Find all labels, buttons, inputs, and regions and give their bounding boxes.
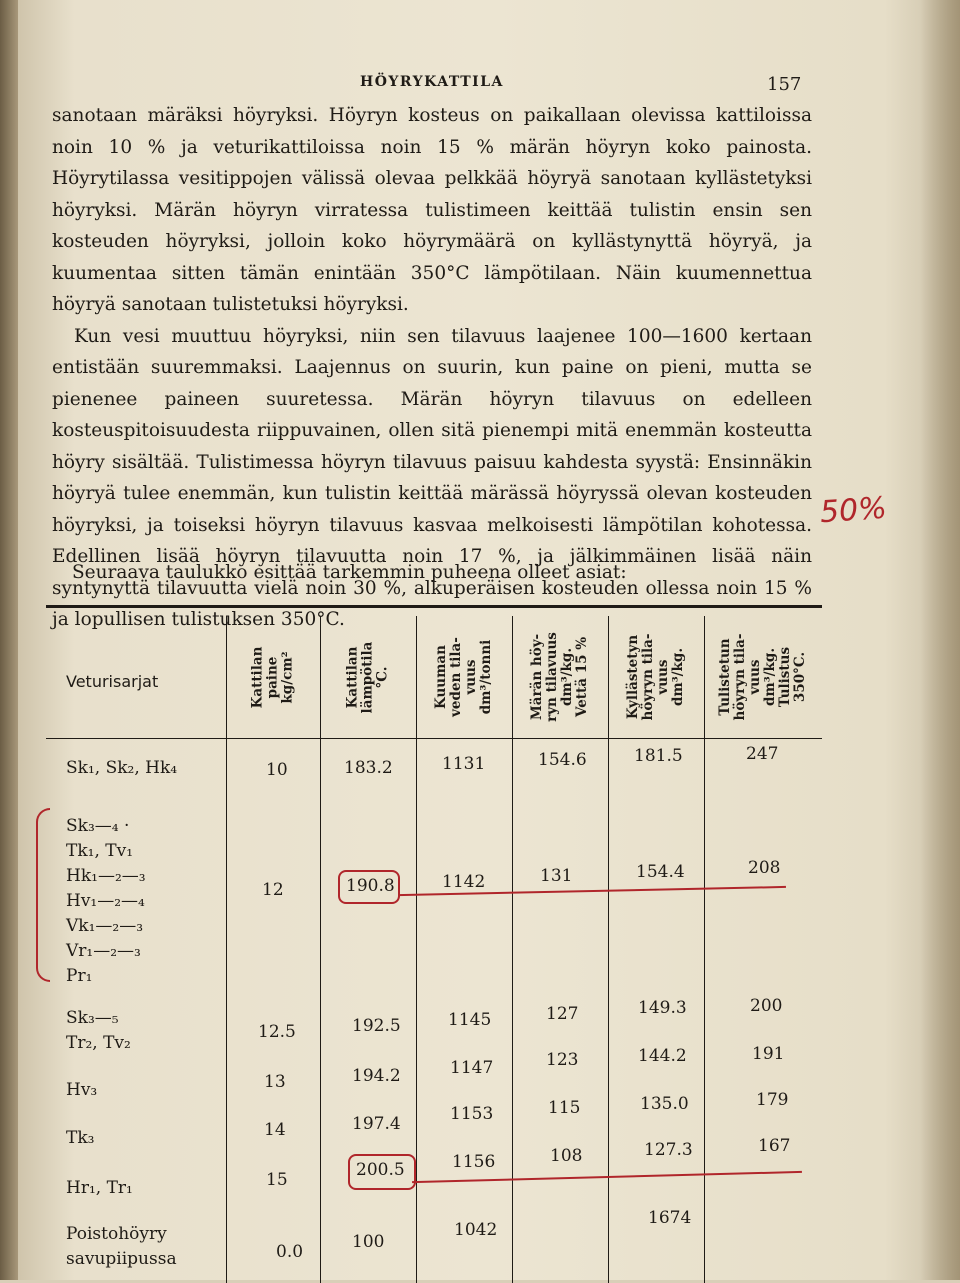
cell-paine: 10: [266, 760, 288, 780]
cell-tul: 247: [746, 744, 779, 764]
paragraph-2: Kun vesi muuttuu höyryksi, niin sen tilavuus laajenee 100—1600 kertaan entistään suuremmaksi. Laajennus on suurin, kun paine on pieni, mutta se pienenee paineen suuretessa. Märän höyryn tilavuus on edelleen kosteuspitoisuudesta riippuvainen, ollen sitä pienempi mitä enemmän kosteutta höyry sisältää. Tulistimessa höyryn tilavuus paisuu kahdesta syystä: Ensinnäkin höyryä tulee enemmän, kun tulistin keittää märässä höyryssä olevan kosteuden höyryksi, ja toiseksi höyryn tilavuus kasvaa melkoisesti lämpötilan kohotessa. Edellinen lisää höyryn tilavuutta noin 17 %, ja jälkimmäinen lisää näin syntynyttä tilavuutta vielä noin 30 %, alkuperäisen kosteuden ollessa noin 15 % ja lopullisen tulistuksen 350°C.: [52, 325, 812, 630]
cell-lampotila: 192.5: [352, 1016, 401, 1036]
row-series: Poistohöyry savupiipussa: [66, 1224, 177, 1269]
cell-maran: 127: [546, 1004, 579, 1024]
page-header: [360, 74, 810, 90]
cell-tul: 191: [752, 1044, 785, 1064]
cell-kyll: 149.3: [638, 998, 687, 1018]
cell-kyll: 127.3: [644, 1140, 693, 1160]
cell-kuuma: 1131: [442, 754, 486, 774]
cell-kyll: 1674: [648, 1208, 692, 1228]
cell-kyll: 181.5: [634, 746, 683, 766]
running-head: HÖYRYKATTILA: [360, 74, 504, 90]
row-series: Sk₃—₄ · Tk₁, Tv₁ Hk₁—₂—₃ Hv₁—₂—₄ Vk₁—₂—₃ Vr₁—₂—₃ Pr₁: [66, 816, 146, 986]
red-circle-annotation: [348, 1154, 416, 1190]
cell-maran: 123: [546, 1050, 579, 1070]
cell-paine: 15: [266, 1170, 288, 1190]
table-caption: Seuraava taulukko esittää tarkemmin puheena olleet asiat:: [72, 562, 627, 583]
header-kuuman-veden-tilavuus: Kuuman veden tila- vuus dm³/tonni: [433, 637, 494, 717]
cell-lampotila: 100: [352, 1232, 385, 1252]
header-kattilan-paine: Kattilan paine kg/cm²: [249, 646, 296, 708]
cell-paine: 12.5: [258, 1022, 296, 1042]
cell-lampotila: 200.5: [356, 1160, 405, 1180]
cell-kuuma: 1145: [448, 1010, 492, 1030]
header-veturisarjat: Veturisarjat: [66, 672, 159, 691]
cell-kuuma: 1147: [450, 1058, 494, 1078]
cell-kyll: 135.0: [640, 1094, 689, 1114]
cell-tul: 179: [756, 1090, 789, 1110]
cell-maran: 131: [540, 866, 573, 886]
header-maran-hoyryn-tilavuus: Märän höy- ryn tilavuus dm³/kg. Vettä 15 %: [529, 632, 590, 722]
cell-kuuma: 1042: [454, 1220, 498, 1240]
body-text: [52, 100, 812, 636]
row-series: Sk₁, Sk₂, Hk₄: [66, 758, 178, 778]
header-tulistetun-hoyryn-tilavuus: Tulistetun höyryn tila- vuus dm³/kg. Tulistus 350°C.: [717, 633, 808, 721]
cell-paine: 14: [264, 1120, 286, 1140]
data-table: [46, 605, 822, 1283]
cell-paine: 13: [264, 1072, 286, 1092]
header-kattilan-lampotila: Kattilan lämpötila °C.: [344, 641, 391, 713]
cell-tul: 167: [758, 1136, 791, 1156]
handwritten-margin-note: 50%: [818, 490, 888, 531]
cell-tul: 200: [750, 996, 783, 1016]
book-spine: [0, 0, 18, 1280]
page-number: 157: [767, 74, 802, 95]
cell-maran: 108: [550, 1146, 583, 1166]
table-header-rule: [46, 738, 822, 739]
cell-lampotila: 190.8: [346, 876, 395, 896]
cell-kuuma: 1142: [442, 872, 486, 892]
cell-kuuma: 1156: [452, 1152, 496, 1172]
row-series: Tk₃: [66, 1128, 95, 1148]
paragraph-1: sanotaan märäksi höyryksi. Höyryn kosteus on paikallaan olevissa kattiloissa noin 10 % ja veturikattiloissa noin 15 % märän höyryn koko painosta. Höyrytilassa vesitippojen välissä olevaa pelkkää höyryä sanotaan kyllästetyksi höyryksi. Märän höyryn virratessa tulistimeen keittää tulistin ensin sen kosteuden höyryksi, jolloin koko höyrymäärä on kyllästynyttä höyryä, ja kuumentaa sitten tämän enintään 350°C lämpötilaan. Näin kuumennettua höyryä sanotaan tulistetuksi höyryksi.: [52, 105, 812, 315]
cell-lampotila: 183.2: [344, 758, 393, 778]
cell-paine: 0.0: [276, 1242, 304, 1262]
red-bracket-annotation: [36, 808, 50, 982]
red-underline-annotation: [412, 1171, 802, 1183]
row-series: Sk₃—₅ Tr₂, Tv₂: [66, 1008, 131, 1053]
cell-paine: 12: [262, 880, 284, 900]
row-series: Hr₁, Tr₁: [66, 1178, 133, 1198]
header-kyllastetyn-hoyryn-tilavuus: Kyllästetyn höyryn tila- vuus dm³/kg.: [625, 633, 686, 721]
row-series: Hv₃: [66, 1080, 98, 1100]
cell-lampotila: 197.4: [352, 1114, 401, 1134]
cell-lampotila: 194.2: [352, 1066, 401, 1086]
cell-maran: 115: [548, 1098, 581, 1118]
cell-maran: 154.6: [538, 750, 587, 770]
cell-kyll: 144.2: [638, 1046, 687, 1066]
cell-kuuma: 1153: [450, 1104, 494, 1124]
page-edge-shadow: [920, 0, 960, 1280]
red-circle-annotation: [338, 870, 400, 904]
cell-kyll: 154.4: [636, 862, 685, 882]
cell-tul: 208: [748, 858, 781, 878]
